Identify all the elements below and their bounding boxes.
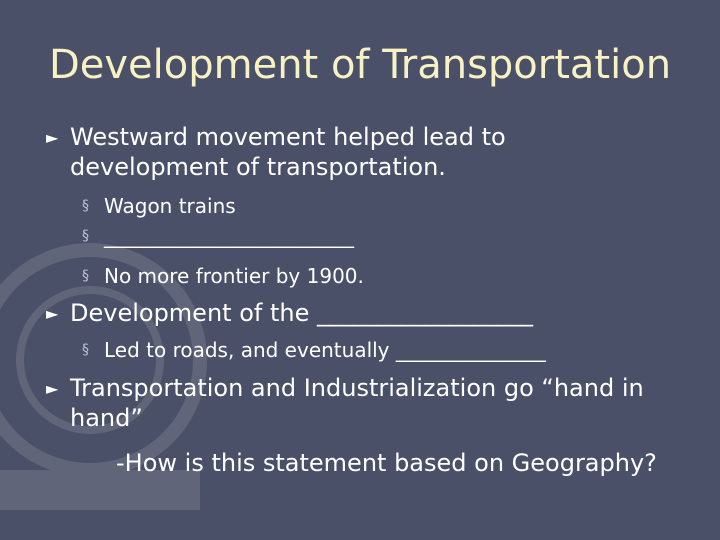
bullet-transportation-industrialization [46,373,686,433]
sub-bullet-text: Led to roads, and eventually _______________ [104,338,546,362]
sub-bullet-wagon-trains [82,193,236,219]
bullet-text: Development of the __________________ [70,299,533,327]
bullet-development [46,298,666,328]
slide-title: Development of Transportation [48,42,672,88]
sub-bullet-roads [82,337,546,363]
bullet-text: Transportation and Industrialization go “hand in hand” [70,374,644,432]
sub-bullet-text: No more frontier by 1900. [104,264,364,288]
section-bullet-icon: § [82,268,89,284]
section-bullet-icon: § [82,228,89,244]
sub-bullet-blank [82,223,354,249]
sub-bullet-text: Wagon trains [104,194,236,218]
section-bullet-icon: § [82,198,89,214]
geography-question: -How is this statement based on Geography? [116,449,657,477]
triangle-bullet-icon: ► [46,304,59,323]
sub-bullet-frontier [82,263,364,289]
bullet-westward [46,122,566,182]
bullet-text: Westward movement helped lead to development of transportation. [70,123,506,181]
sub-bullet-text: _________________________ [104,224,354,248]
triangle-bullet-icon: ► [46,379,59,398]
triangle-bullet-icon: ► [46,128,59,147]
section-bullet-icon: § [82,342,89,358]
